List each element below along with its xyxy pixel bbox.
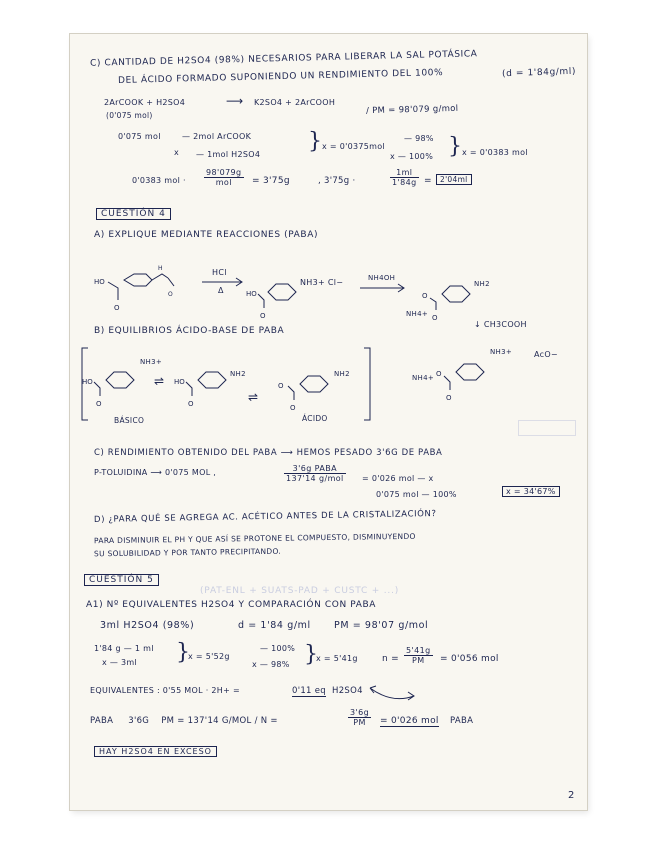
- q3c-arrow: ⟶: [226, 94, 244, 108]
- q4-b-left-group: NH3+: [140, 358, 163, 366]
- svg-text:O: O: [432, 314, 438, 322]
- q4-b-final-group: NH3+: [490, 348, 513, 356]
- q5-paba-num: 3'6g: [350, 708, 370, 717]
- q4-b-bracket-right: [362, 348, 372, 422]
- svg-text:O: O: [96, 400, 102, 408]
- q4-b-title: B) EQUILIBRIOS ÁCIDO-BASE DE PABA: [94, 326, 285, 336]
- q5-conclusion-box: HAY H2SO4 EN EXCESO: [94, 746, 217, 757]
- q4-a-arrow1: [202, 278, 246, 286]
- q5-given-d: d = 1'84 g/ml: [238, 620, 311, 631]
- q5-eq-species: H2SO4: [332, 686, 363, 696]
- q4-d-title: D) ¿PARA QUÉ SE AGREGA AC. ACÉTICO ANTES DE LA CRISTALIZACIÓN?: [93, 509, 437, 525]
- q4-c-result-box: x = 34'67%: [502, 486, 560, 497]
- q5-r2a: — 100%: [260, 644, 296, 653]
- q5-r1a: 1'84 g — 1 ml: [94, 644, 154, 653]
- q3c-conv-den: mol: [215, 178, 232, 187]
- q5-r2-result: x = 5'41g: [316, 654, 358, 663]
- q4-a-reagent1: HCl: [212, 268, 227, 277]
- svg-text:O: O: [278, 382, 284, 390]
- q3c-products: K2SO4 + 2ArCOOH: [254, 98, 336, 107]
- q4-b-final-ammonium: NH4+: [412, 374, 435, 382]
- q4-c-den: 137'14 g/mol: [286, 474, 344, 483]
- q4-a-reagent3: ↓ CH3COOH: [474, 320, 527, 329]
- bleed-through-box: [518, 420, 576, 436]
- svg-text:O: O: [290, 404, 296, 412]
- q4-a-ion: NH3+ Cl−: [300, 278, 344, 287]
- notebook-page: [70, 34, 587, 810]
- q5-brace1: }: [176, 640, 190, 665]
- q4-a-cond1: Δ: [218, 286, 224, 295]
- q3c-equals: =: [424, 176, 432, 186]
- q5-eq-arrow: [368, 684, 418, 708]
- q4-a-arrow2: [360, 284, 408, 292]
- svg-text:O: O: [436, 370, 442, 378]
- q3c-ratio1-right: — 2mol ArCOOK: [182, 132, 252, 141]
- q5-given-vol: 3ml H2SO4 (98%): [100, 620, 195, 631]
- q4-b-final-acetate: AcO−: [534, 350, 558, 359]
- bleed-through-text: (PAT-ENL + SUATS-PAD + CUSTC + ...): [200, 586, 400, 596]
- q5-r1b: x — 3ml: [102, 658, 138, 667]
- q4-a-title: A) EXPLIQUE MEDIANTE REACCIONES (PABA): [94, 230, 319, 240]
- q5-paba-den: PM: [353, 718, 366, 727]
- q4-b-basic-structure: [82, 360, 152, 410]
- svg-text:O: O: [422, 292, 428, 300]
- q5-eq-value: 0'11 eq: [292, 686, 326, 696]
- q5-heading: CUESTIÓN 5: [84, 574, 159, 586]
- q4-a-ammonium-structure: [246, 262, 316, 322]
- q4-heading: CUESTIÓN 4: [96, 208, 171, 220]
- svg-text:O: O: [188, 400, 194, 408]
- q3c-conv-eq: = 3'75g: [252, 176, 290, 186]
- q4-d-line2: SU SOLUBILIDAD Y POR TANTO PRECIPITANDO.: [93, 546, 282, 559]
- q3c-ratio1-left: 0'075 mol: [118, 132, 161, 141]
- q3c-conv2-fraction: [390, 168, 419, 187]
- q5-a1-title: A1) Nº EQUIVALENTES H2SO4 Y COMPARACIÓN CON PABA: [86, 600, 377, 610]
- page-number: 2: [568, 790, 575, 801]
- q3c-conv-num: 98'079g: [206, 168, 242, 177]
- q4-b-mid-group: NH2: [230, 370, 246, 378]
- q4-b-right-group: NH2: [334, 370, 350, 378]
- svg-text:O: O: [168, 291, 173, 298]
- q3c-conv-mass: , 3'75g ·: [318, 176, 356, 186]
- q5-brace2: }: [304, 642, 318, 667]
- svg-text:H: H: [158, 265, 163, 272]
- q3c-moles-given: (0'075 mol): [106, 111, 153, 120]
- q3c-conv2-num: 1ml: [390, 168, 419, 178]
- q3c-reactants: 2ArCOOK + H2SO4: [104, 98, 186, 107]
- q3c-brace2: }: [448, 134, 462, 159]
- q3c-pct2: x — 100%: [390, 152, 434, 161]
- q3c-conv-moles: 0'0383 mol ·: [132, 176, 186, 185]
- q3c-brace1: }: [308, 129, 322, 154]
- q4-b-eq-arrow2: ⇌: [248, 390, 259, 404]
- q4-c-eq: = 0'026 mol — x: [362, 474, 434, 483]
- q5-eq-label: EQUIVALENTES : 0'55 MOL · 2H+ =: [90, 686, 240, 695]
- q5-given-pm: PM = 98'07 g/mol: [334, 620, 429, 631]
- q4-c-fraction: [284, 464, 346, 483]
- q4-c-start: P-TOLUIDINA ⟶ 0'075 MOL ,: [94, 468, 217, 477]
- svg-text:O: O: [446, 394, 452, 402]
- q5-r1-result: x = 5'52g: [188, 652, 230, 661]
- svg-text:O: O: [260, 312, 266, 320]
- q5-paba-result: = 0'026 mol: [380, 716, 439, 726]
- q3c-line1: C) CANTIDAD DE H2SO4 (98%) NECESARIOS PARA LIBERAR LA SAL POTÁSICA: [89, 49, 478, 69]
- q5-n-label: n =: [382, 654, 400, 664]
- q3c-density: (d = 1'84g/ml): [501, 66, 577, 80]
- q4-a-ammonium: NH4+: [406, 310, 429, 318]
- q4-b-label-acid: ÁCIDO: [302, 414, 328, 423]
- q5-paba-fraction: [348, 708, 371, 727]
- svg-text:O: O: [114, 304, 120, 312]
- svg-text:HO: HO: [246, 290, 257, 298]
- q4-b-eq-arrow1: ⇌: [154, 374, 165, 388]
- q5-paba-suffix: PABA: [450, 716, 474, 726]
- q4-a-product-group: NH2: [474, 280, 490, 288]
- q4-c-line2: 0'075 mol — 100%: [376, 490, 457, 499]
- q4-a-product-structure: [418, 262, 514, 322]
- q5-n-fraction: [404, 646, 433, 665]
- q3c-result-box: 2'04ml: [436, 174, 472, 185]
- q3c-ratio2-left: x: [174, 148, 180, 157]
- q5-n-den: PM: [412, 656, 425, 665]
- q3c-pct-result: x = 0'0383 mol: [462, 148, 528, 157]
- q4-c-num: 3'6g PABA: [284, 464, 346, 474]
- svg-text:HO: HO: [174, 378, 185, 386]
- q5-n-num: 5'41g: [406, 646, 431, 655]
- q3c-pct1: — 98%: [404, 134, 434, 143]
- svg-text:HO: HO: [82, 378, 93, 386]
- q5-n-result: = 0'056 mol: [440, 654, 499, 664]
- q4-d-line1: PARA DISMINUIR EL PH Y QUE ASÍ SE PROTONE EL COMPUESTO, DISMINUYENDO: [93, 531, 416, 546]
- q3c-ratio2-right: — 1mol H2SO4: [196, 150, 261, 159]
- q3c-molweight: / PM = 98'079 g/mol: [365, 103, 459, 117]
- q4-c-title: C) RENDIMIENTO OBTENIDO DEL PABA ⟶ HEMOS PESADO 3'6G DE PABA: [94, 448, 443, 458]
- q3c-conv-fraction: [204, 168, 244, 187]
- q5-r2b: x — 98%: [252, 660, 290, 669]
- q4-a-reagent2: NH4OH: [368, 274, 396, 282]
- q3c-line2: DEL ÁCIDO FORMADO SUPONIENDO UN RENDIMIENTO DEL 100%: [117, 68, 444, 86]
- q3c-conv2-den: 1'84g: [392, 178, 417, 187]
- q4-b-label-basic: BÁSICO: [114, 416, 145, 425]
- q4-a-paba-structure: [94, 256, 174, 316]
- svg-text:HO: HO: [94, 278, 105, 286]
- q5-paba-line: PABA 3'6G PM = 137'14 G/MOL / N =: [90, 716, 278, 726]
- q3c-ratio-result: x = 0'0375mol: [322, 142, 385, 151]
